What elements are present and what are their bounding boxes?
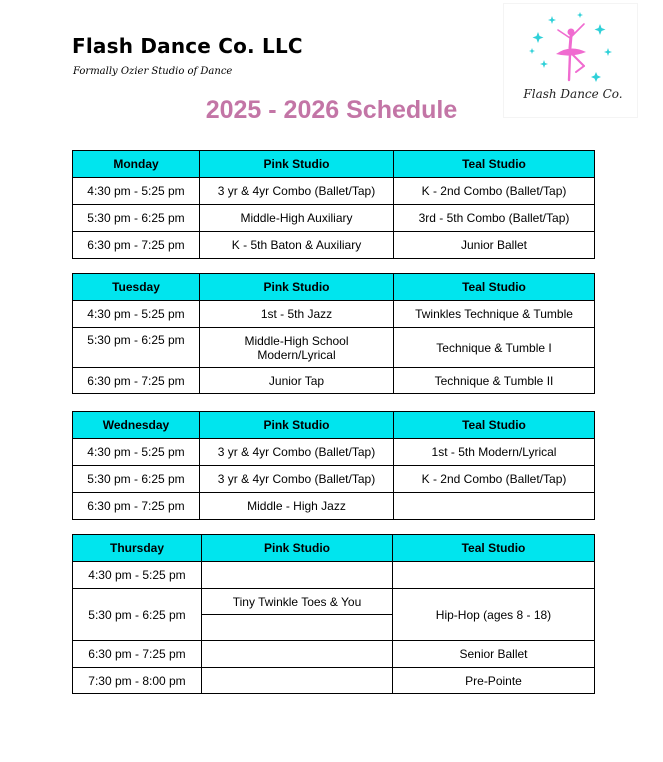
pink-class-cell: 3 yr & 4yr Combo (Ballet/Tap) [200, 466, 394, 493]
teal-class-cell: Technique & Tumble II [394, 368, 595, 394]
logo-wordmark: Flash Dance Co. [523, 87, 623, 101]
pink-class-cell: K - 5th Baton & Auxiliary [200, 232, 394, 259]
table-header-row [73, 412, 595, 439]
pink-class-cell: 3 yr & 4yr Combo (Ballet/Tap) [200, 178, 394, 205]
table-row [73, 301, 595, 328]
pink-class-cell [202, 562, 393, 589]
teal-class-cell: Twinkles Technique & Tumble [394, 301, 595, 328]
company-name: Flash Dance Co. LLC [72, 34, 303, 58]
teal-class-cell: Technique & Tumble I [394, 328, 595, 368]
table-row [73, 493, 595, 520]
pink-studio-header: Pink Studio [202, 535, 393, 562]
pink-class-cell [202, 668, 393, 694]
teal-class-cell: Hip-Hop (ages 8 - 18) [393, 589, 595, 641]
company-tagline: Formally Ozier Studio of Dance [73, 66, 233, 77]
teal-class-cell: K - 2nd Combo (Ballet/Tap) [394, 466, 595, 493]
table-row [73, 466, 595, 493]
table-row [73, 562, 595, 589]
table-row [73, 668, 595, 694]
time-cell: 5:30 pm - 6:25 pm [73, 328, 200, 368]
pink-class-cell: Junior Tap [200, 368, 394, 394]
pink-studio-header: Pink Studio [200, 274, 394, 301]
table-header-row [73, 274, 595, 301]
page-title: 2025 - 2026 Schedule [205, 96, 458, 124]
pink-class-cell: 3 yr & 4yr Combo (Ballet/Tap) [200, 439, 394, 466]
day-header: Thursday [73, 535, 202, 562]
teal-studio-header: Teal Studio [393, 535, 595, 562]
day-header: Wednesday [73, 412, 200, 439]
time-cell: 5:30 pm - 6:25 pm [73, 466, 200, 493]
monday-schedule-table [72, 150, 595, 259]
tuesday-schedule-table [72, 273, 595, 394]
wednesday-schedule-table [72, 411, 595, 520]
teal-class-cell: 1st - 5th Modern/Lyrical [394, 439, 595, 466]
table-row [73, 589, 595, 615]
day-header: Monday [73, 151, 200, 178]
thursday-schedule-table [72, 534, 595, 694]
pink-class-cell [202, 615, 393, 641]
time-cell: 4:30 pm - 5:25 pm [73, 439, 200, 466]
time-cell: 7:30 pm - 8:00 pm [73, 668, 202, 694]
teal-class-cell: Senior Ballet [393, 641, 595, 668]
pink-class-cell: Tiny Twinkle Toes & You [202, 589, 393, 615]
teal-studio-header: Teal Studio [394, 412, 595, 439]
table-row [73, 178, 595, 205]
table-row [73, 368, 595, 394]
table-row [73, 439, 595, 466]
table-header-row [73, 151, 595, 178]
pink-class-cell: Middle-High Auxiliary [200, 205, 394, 232]
teal-studio-header: Teal Studio [394, 151, 595, 178]
pink-class-cell: 1st - 5th Jazz [200, 301, 394, 328]
time-cell: 5:30 pm - 6:25 pm [73, 589, 202, 641]
time-cell: 5:30 pm - 6:25 pm [73, 205, 200, 232]
time-cell: 4:30 pm - 5:25 pm [73, 301, 200, 328]
teal-class-cell [393, 562, 595, 589]
pink-studio-header: Pink Studio [200, 412, 394, 439]
pink-class-cell [202, 641, 393, 668]
time-cell: 4:30 pm - 5:25 pm [73, 178, 200, 205]
teal-class-cell [394, 493, 595, 520]
teal-class-cell: Junior Ballet [394, 232, 595, 259]
table-row [73, 328, 595, 368]
pink-class-cell [200, 328, 394, 368]
time-cell: 6:30 pm - 7:25 pm [73, 368, 200, 394]
time-cell: 6:30 pm - 7:25 pm [73, 493, 200, 520]
teal-class-cell: Pre-Pointe [393, 668, 595, 694]
table-row [73, 641, 595, 668]
pink-studio-header: Pink Studio [200, 151, 394, 178]
time-cell: 6:30 pm - 7:25 pm [73, 232, 200, 259]
pink-class-cell: Middle - High Jazz [200, 493, 394, 520]
table-row [73, 232, 595, 259]
table-row [73, 205, 595, 232]
class-name-line: Modern/Lyrical [257, 347, 336, 362]
day-header: Tuesday [73, 274, 200, 301]
teal-studio-header: Teal Studio [394, 274, 595, 301]
time-cell: 6:30 pm - 7:25 pm [73, 641, 202, 668]
time-cell: 4:30 pm - 5:25 pm [73, 562, 202, 589]
teal-class-cell: 3rd - 5th Combo (Ballet/Tap) [394, 205, 595, 232]
table-header-row [73, 535, 595, 562]
teal-class-cell: K - 2nd Combo (Ballet/Tap) [394, 178, 595, 205]
class-name-line: Middle-High School [244, 333, 349, 348]
